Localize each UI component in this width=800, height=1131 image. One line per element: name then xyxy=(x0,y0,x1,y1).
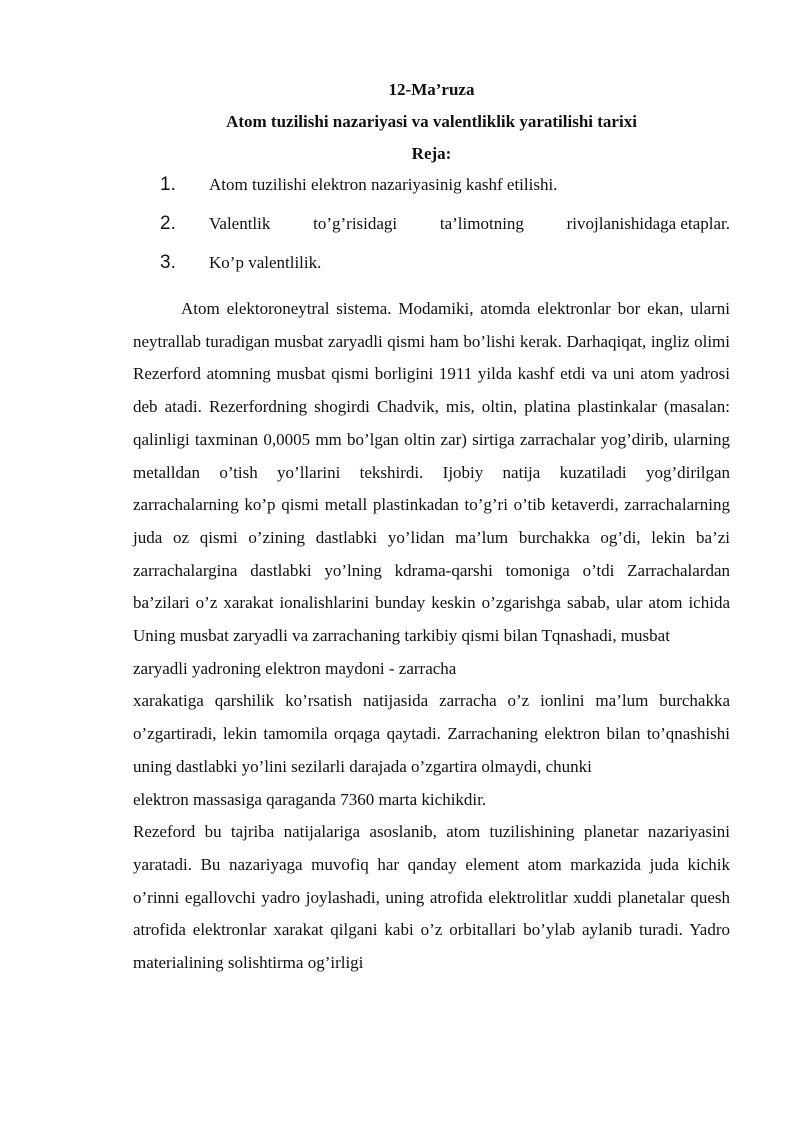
lecture-title: Atom tuzilishi nazariyasi va valentliklik yaratilishi tarixi xyxy=(226,112,637,131)
plan-item-text: Ko’p valentlilik. xyxy=(209,253,322,272)
plan-item-text: Atom tuzilishi elektron nazariyasinig kashf etilishi. xyxy=(209,175,558,194)
plan-item-number: 3. xyxy=(160,252,176,273)
plan-word: rivojlanishidaga etaplar. xyxy=(566,214,730,233)
body-paragraph-1-last-line: zaryadli yadroning elektron maydoni - zarracha xyxy=(133,658,457,678)
lecture-number: 12-Ma’ruza xyxy=(388,80,475,99)
document-page xyxy=(133,74,730,980)
plan-list xyxy=(133,174,730,291)
plan-item-number: 2. xyxy=(160,213,176,234)
plan-item xyxy=(133,252,730,291)
body-paragraph-1: Atom elektoroneytral sistema. Modamiki, atomda elektronlar bor ekan, ularni neytrallab turadigan musbat zaryadli qismi ham bo’lishi kerak. Darhaqiqat, ingliz olimi Rezerford atomning musbat qismi borligini 1911 yilda kashf etdi va uni atom yadrosi deb atadi. Rezerfordning shogirdi Chadvik, mis, oltin, platina plastinkalar (masalan: qalinligi taxminan 0,0005 mm bo’lgan oltin zar) sirtiga zarrachalar yog’dirib, ularning metalldan o’tish yo’llarini tekshirdi. Ijobiy natija kuzatiladi yog’dirilgan zarrachalarning ko’p qismi metall plastinkadan to’g’ri o’tib ketaverdi, zarrachalarning juda oz qismi o’zining dastlabki yo’lidan ma’lum burchakka og’di, lekin ba’zi zarrachalargina dastlabki yo’lning kdrama-qarshi tomoniga o’tdi Zarrachalardan ba’zilari o’z xarakat ionalishlarini bunday keskin o’zgarishga sabab, ular atom ichida Uning musbat zaryadli va zarrachaning tarkibiy qismi bilan Tqnashadi, musbat xyxy=(133,299,730,646)
body-paragraph-2-last-line: elektron massasiga qaraganda 7360 marta kichikdir. xyxy=(133,789,487,809)
plan-word: to’g’risidagi xyxy=(313,214,398,233)
plan-item xyxy=(133,174,730,213)
plan-item-number: 1. xyxy=(160,174,176,195)
body-paragraph-2: xarakatiga qarshilik ko’rsatish natijasida zarracha o’z ionlini ma’lum burchakka o’zgartiradi, lekin tamomila orqaga qaytadi. Zarrachaning elektron bilan to’qnashishi uning dastlabki yo’lini sezilarli darajada o’zgartira olmaydi, chunki xyxy=(133,691,730,776)
plan-word: ta’limotning xyxy=(439,214,524,233)
plan-item-text xyxy=(209,214,730,234)
body-paragraph-3: Rezeford bu tajriba natijalariga asoslanib, atom tuzilishining planetar nazariyasini yaratadi. Bu nazariyaga muvofiq har qanday element atom markazida juda kichik o’rinni egallovchi yadro joylashadi, uning atrofida elektrolitlar xuddi planetalar quesh atrofida elektronlar xarakat qilgani kabi o’z orbitallari bo’ylab aylanib turadi. Yadro materialining solishtirma og’irligi xyxy=(133,822,730,973)
plan-word: Valentlik xyxy=(209,214,271,233)
plan-item xyxy=(133,213,730,252)
plan-heading: Reja: xyxy=(411,144,452,163)
